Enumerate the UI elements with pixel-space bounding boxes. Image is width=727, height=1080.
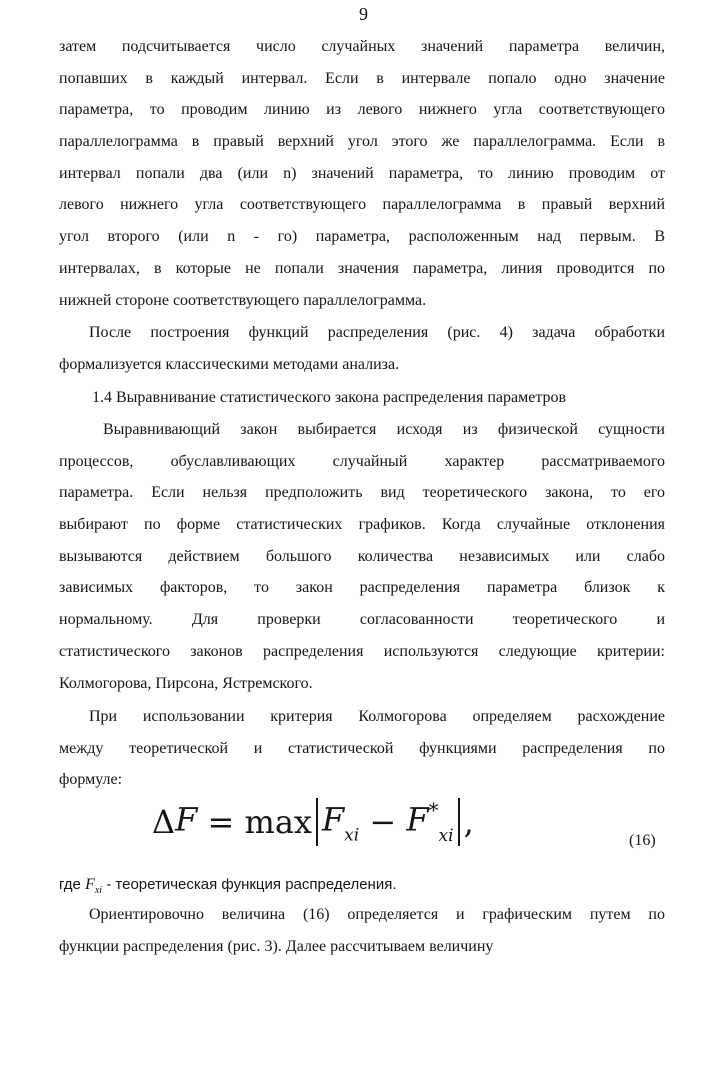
- text-line: параметра. Если нельзя предположить вид теоретического закона, то его: [59, 484, 665, 502]
- formula-abs-left: [316, 798, 318, 846]
- text-line: выбирают по форме статистических графиков. Когда случайные отклонения: [59, 516, 665, 534]
- text-line: формуле:: [59, 771, 123, 789]
- text-line: параметра, то проводим линию из левого нижнего угла соответствующего: [59, 101, 665, 119]
- text-line: формализуется классическими методами анализа.: [59, 355, 400, 373]
- text-line: нормальному. Для проверки согласованности теоретического и: [59, 611, 665, 629]
- formula-16: [152, 798, 474, 862]
- text-line: Колмогорова, Пирсона, Ястремского.: [59, 674, 313, 692]
- text-line: вызываются действием большого количества независимых или слабо: [59, 547, 665, 565]
- section-heading: 1.4 Выравнивание статистического закона распределения параметров: [92, 389, 567, 406]
- formula-term2-sub: xi: [438, 826, 454, 846]
- text-line: между теоретической и статистической функциями распределения по: [59, 739, 665, 757]
- paragraph-graphical: [59, 899, 665, 962]
- where-text: - теоретическая функция распределения.: [106, 876, 397, 893]
- text-line: Выравнивающий закон выбирается исходя из физической сущности: [103, 421, 665, 438]
- formula-term2-sup: *: [428, 798, 439, 822]
- text-line: После построения функций распределения (рис. 4) задача обработки: [89, 324, 665, 341]
- text-line: нижней стороне соответствующего параллелограмма.: [59, 291, 427, 309]
- formula-max: max: [244, 803, 312, 841]
- formula-lhs-var: F: [175, 800, 198, 839]
- text-line: параллелограмма в правый верхний угол этого же параллелограмма. Если в: [59, 133, 665, 151]
- text-line: левого нижнего угла соответствующего параллелограмма в правый верхний: [59, 196, 665, 214]
- where-symbol-sub: xi: [94, 885, 103, 896]
- page-number: 9: [359, 4, 368, 24]
- text-line: функции распределения (рис. 3). Далее рассчитываем величину: [59, 937, 494, 955]
- text-line: При использовании критерия Колмогорова определяем расхождение: [89, 708, 665, 725]
- text-line: статистического законов распределения используются следующие критерии:: [59, 642, 665, 660]
- formula-delta: Δ: [152, 803, 176, 841]
- text-line: интервалах, в которые не попали значения параметра, линия проводится по: [59, 259, 665, 277]
- paragraph-after-construction: [59, 317, 665, 380]
- paragraph-kolmogorov: [59, 701, 665, 796]
- formula-term1-var: F: [321, 800, 345, 839]
- text-line: интервал попали два (или n) значений параметра, то линию проводим от: [59, 164, 665, 182]
- paragraph-alignment-law: [59, 414, 665, 699]
- text-line: процессов, обуславливающих случайный характер рассматриваемого: [59, 452, 665, 470]
- formula-abs-right: [458, 798, 460, 846]
- formula-minus: −: [369, 803, 397, 841]
- formula-comma: ,: [463, 803, 474, 841]
- paragraph-histogram-method: [59, 31, 665, 316]
- where-prefix: где: [59, 876, 81, 893]
- formula-term1-sub: xi: [344, 825, 360, 846]
- text-line: зависимых факторов, то закон распределения параметра близок к: [59, 579, 665, 597]
- text-line: попавших в каждый интервал. Если в интервале попало одно значение: [59, 69, 665, 87]
- formula-term2-var: F: [406, 800, 429, 839]
- where-symbol: F: [85, 876, 95, 893]
- text-line: Ориентировочно величина (16) определяется и графическим путем по: [89, 906, 665, 923]
- text-line: угол второго (или n - го) параметра, расположенным над первым. В: [59, 228, 665, 246]
- formula-equals: =: [207, 803, 235, 841]
- text-line: затем подсчитывается число случайных значений параметра величин,: [59, 38, 665, 55]
- equation-number: (16): [629, 832, 656, 849]
